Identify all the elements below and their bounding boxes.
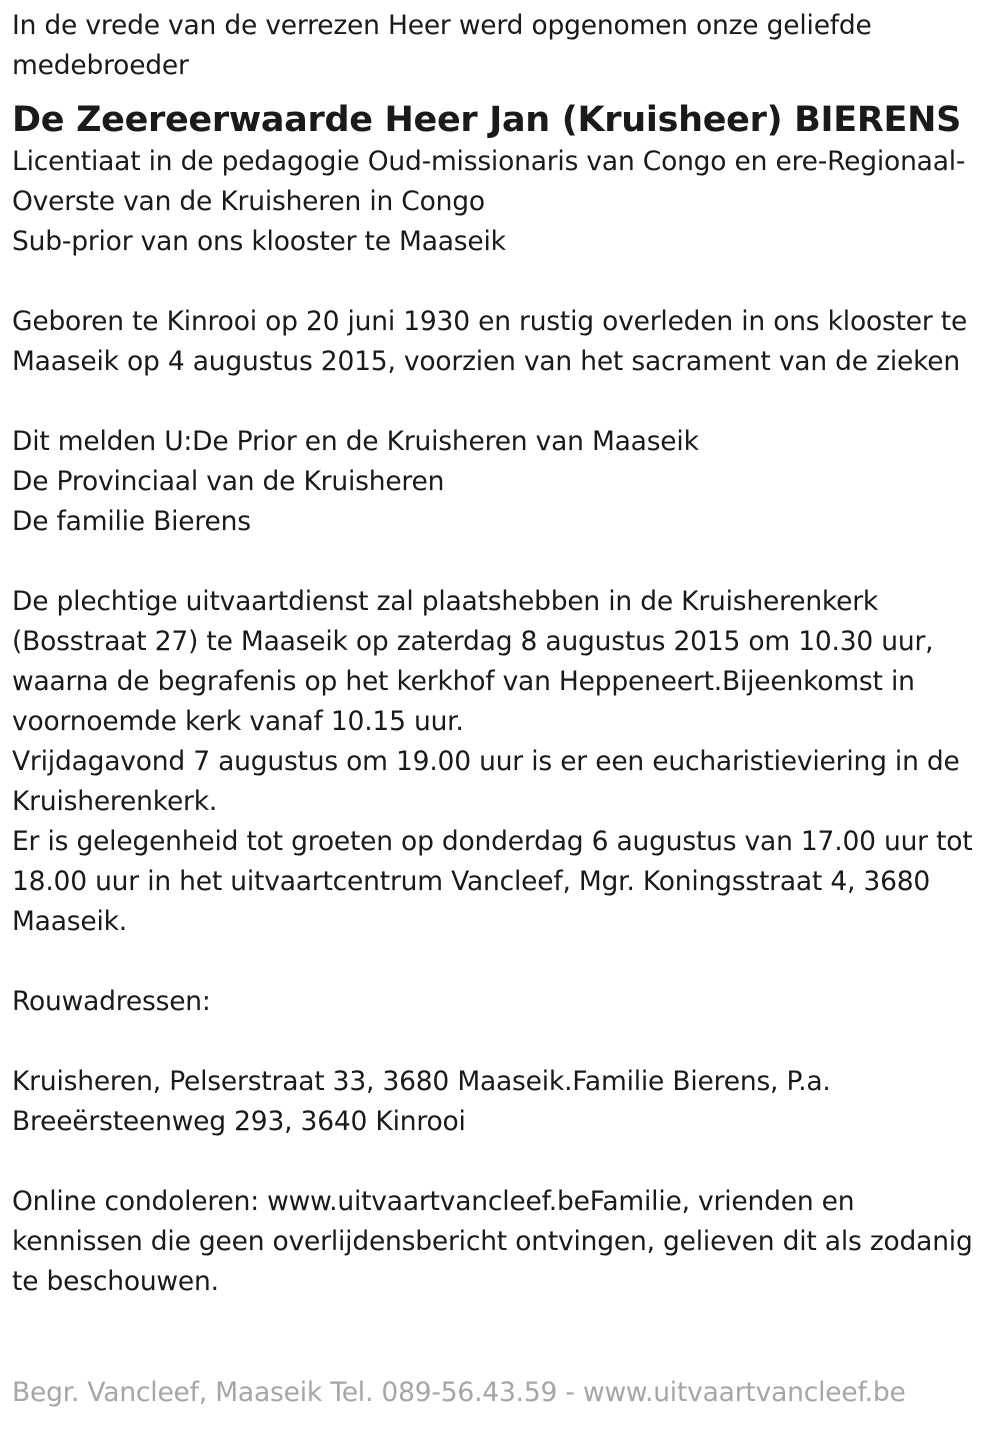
announcers-section [12, 422, 992, 542]
online-condolence [12, 1182, 992, 1302]
ceremony-line: (Bosstraat 27) te Maaseik op zaterdag 8 augustus 2015 om 10.30 uur, [12, 626, 934, 657]
address-line: Kruisheren, Pelserstraat 33, 3680 Maaseik.Familie Bierens, P.a. [12, 1066, 831, 1097]
ceremony-line: Vrijdagavond 7 augustus om 19.00 uur is er een eucharistieviering in de [12, 746, 960, 777]
intro-text [12, 6, 992, 86]
titles [12, 142, 992, 262]
online-line: Online condoleren: www.uitvaartvancleef.beFamilie, vrienden en [12, 1186, 855, 1217]
intro-line: In de vrede van de verrezen Heer werd opgenomen onze geliefde [12, 10, 872, 41]
mourning-heading: Rouwadressen: [12, 986, 211, 1017]
address-line: Breeërsteenweg 293, 3640 Kinrooi [12, 1106, 466, 1137]
deceased-name: De Zeereerwaarde Heer Jan (Kruisheer) BIERENS [12, 100, 962, 140]
obituary-notice [12, 6, 992, 1302]
birth-death-line: Maaseik op 4 augustus 2015, voorzien van het sacrament van de zieken [12, 346, 960, 377]
ceremony-line: De plechtige uitvaartdienst zal plaatshebben in de Kruisherenkerk [12, 586, 879, 617]
title-line: Sub-prior van ons klooster te Maaseik [12, 226, 506, 257]
online-line: kennissen die geen overlijdensbericht ontvingen, gelieven dit als zodanig [12, 1226, 973, 1257]
ceremony-line: Maaseik. [12, 906, 127, 937]
title-line: Overste van de Kruisheren in Congo [12, 186, 485, 217]
birth-death-line: Geboren te Kinrooi op 20 juni 1930 en rustig overleden in ons klooster te [12, 306, 968, 337]
online-line: te beschouwen. [12, 1266, 219, 1297]
ceremony-line: voornoemde kerk vanaf 10.15 uur. [12, 706, 464, 737]
ceremony-line: waarna de begrafenis op het kerkhof van Heppeneert.Bijeenkomst in [12, 666, 915, 697]
ceremony-line: 18.00 uur in het uitvaartcentrum Vancleef, Mgr. Koningsstraat 4, 3680 [12, 866, 931, 897]
ceremony-line: Kruisherenkerk. [12, 786, 218, 817]
ceremony-line: Er is gelegenheid tot groeten op donderdag 6 augustus van 17.00 uur tot [12, 826, 973, 857]
title-line: Licentiaat in de pedagogie Oud-missionaris van Congo en ere-Regionaal- [12, 146, 966, 177]
funeral-home-footer: Begr. Vancleef, Maaseik Tel. 089-56.43.59 - www.uitvaartvancleef.be [12, 1377, 906, 1408]
announcer-line: Dit melden U:De Prior en de Kruisheren van Maaseik [12, 426, 699, 457]
ceremony-section [12, 582, 992, 942]
birth-death-section [12, 302, 992, 382]
intro-line: medebroeder [12, 50, 189, 81]
mourning-addresses [12, 1062, 992, 1142]
announcer-line: De Provinciaal van de Kruisheren [12, 466, 445, 497]
announcer-line: De familie Bierens [12, 506, 251, 537]
